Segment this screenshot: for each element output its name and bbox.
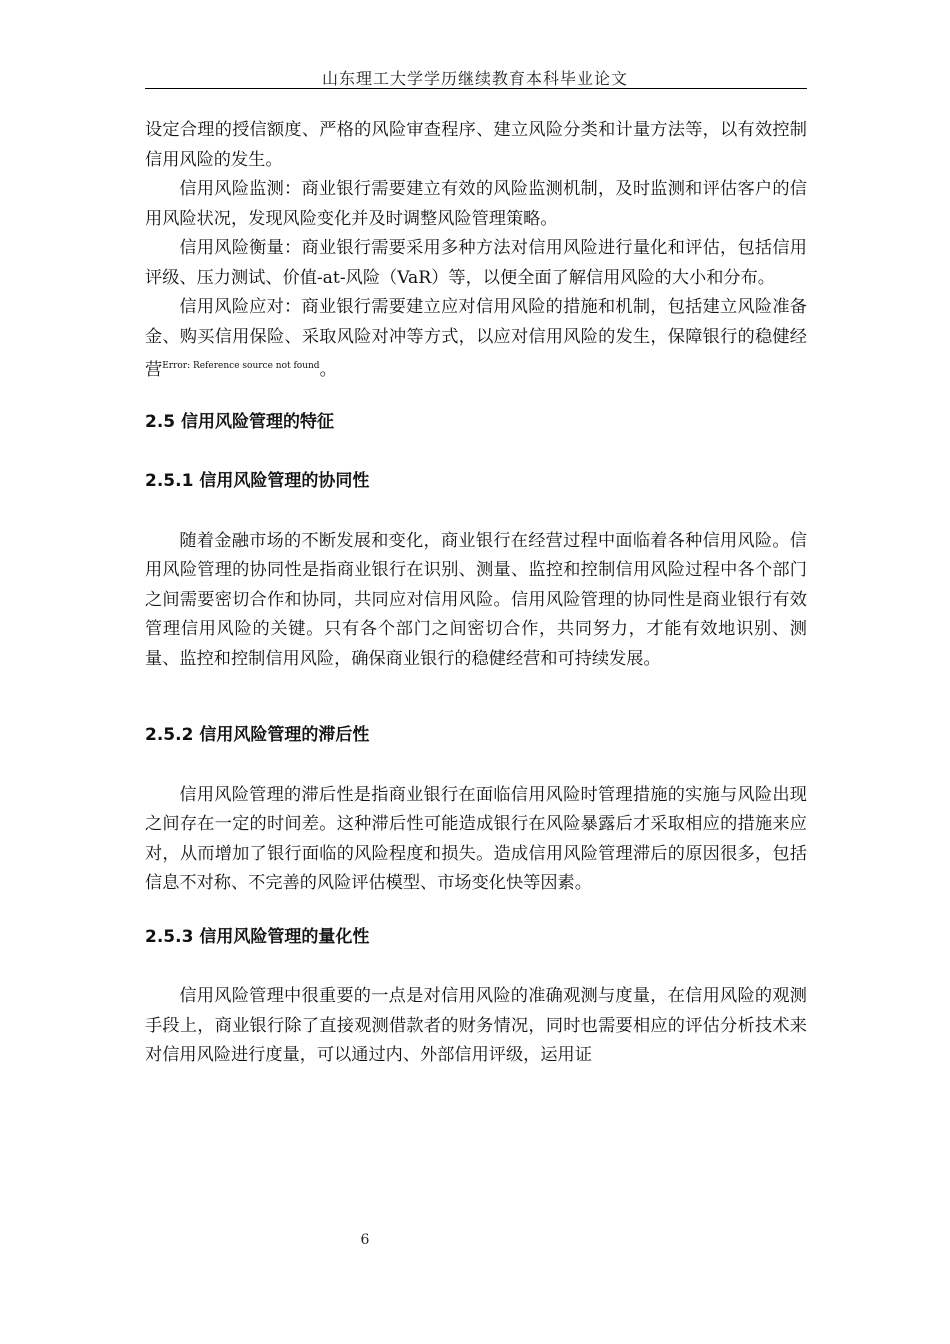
section-heading-2-5-3: 2.5.3 信用风险管理的量化性	[145, 926, 370, 947]
header-rule	[145, 88, 807, 89]
section-2-5-1-body: 随着金融市场的不断发展和变化，商业银行在经营过程中面临着各种信用风险。信用风险管理的协同性是指商业银行在识别、测量、监控和控制信用风险过程中各个部门之间需要密切合作和协同，共同应对信用风险。信用风险管理的协同性是商业银行有效管理信用风险的关键。只有各个部门之间密切合作，共同努力，才能有效地识别、测量、监控和控制信用风险，确保商业银行的稳健经营和可持续发展。	[145, 530, 807, 669]
page-number: 6	[360, 1232, 370, 1248]
section-heading-2-5-1: 2.5.1 信用风险管理的协同性	[145, 471, 370, 491]
section-2-5-2-body: 信用风险管理的滞后性是指商业银行在面临信用风险时管理措施的实施与风险出现之间存在一定的时间差。这种滞后性可能造成银行在风险暴露后才采取相应的措施来应对，从而增加了银行面临的风险程度和损失。造成信用风险管理滞后的原因很多，包括信息不对称、不完善的风险评估模型、市场变化快等因素。	[145, 784, 807, 893]
document-body	[145, 116, 807, 1071]
paragraph-credit-risk-response	[145, 293, 807, 386]
page-header: 山东理工大学学历继续教育本科毕业论文	[321, 69, 628, 88]
reference-error-note: Error: Reference source not found	[162, 361, 320, 371]
paragraph-text: 信用风险应对：商业银行需要建立应对信用风险的措施和机制，包括建立风险准备金、购买信用保险、采取风险对冲等方式，以应对信用风险的发生，保障银行的稳健经营	[145, 297, 807, 380]
section-heading-2-5: 2.5 信用风险管理的特征	[145, 411, 335, 432]
paragraph-credit-risk-monitoring: 信用风险监测：商业银行需要建立有效的风险监测机制，及时监测和评估客户的信用风险状况，发现风险变化并及时调整风险管理策略。	[145, 179, 807, 229]
section-heading-2-5-2: 2.5.2 信用风险管理的滞后性	[145, 725, 370, 745]
section-2-5-3-body: 信用风险管理中很重要的一点是对信用风险的准确观测与度量，在信用风险的观测手段上，商业银行除了直接观测借款者的财务情况，同时也需要相应的评估分析技术来对信用风险进行度量，可以通过内、外部信用评级，运用证	[145, 986, 807, 1065]
paragraph-end-punct: 。	[319, 360, 337, 380]
paragraph-credit-risk-measurement: 信用风险衡量：商业银行需要采用多种方法对信用风险进行量化和评估，包括信用评级、压力测试、价值-at-风险（VaR）等，以便全面了解信用风险的大小和分布。	[145, 238, 807, 288]
paragraph-continued: 设定合理的授信额度、严格的风险审查程序、建立风险分类和计量方法等，以有效控制信用风险的发生。	[145, 120, 807, 170]
